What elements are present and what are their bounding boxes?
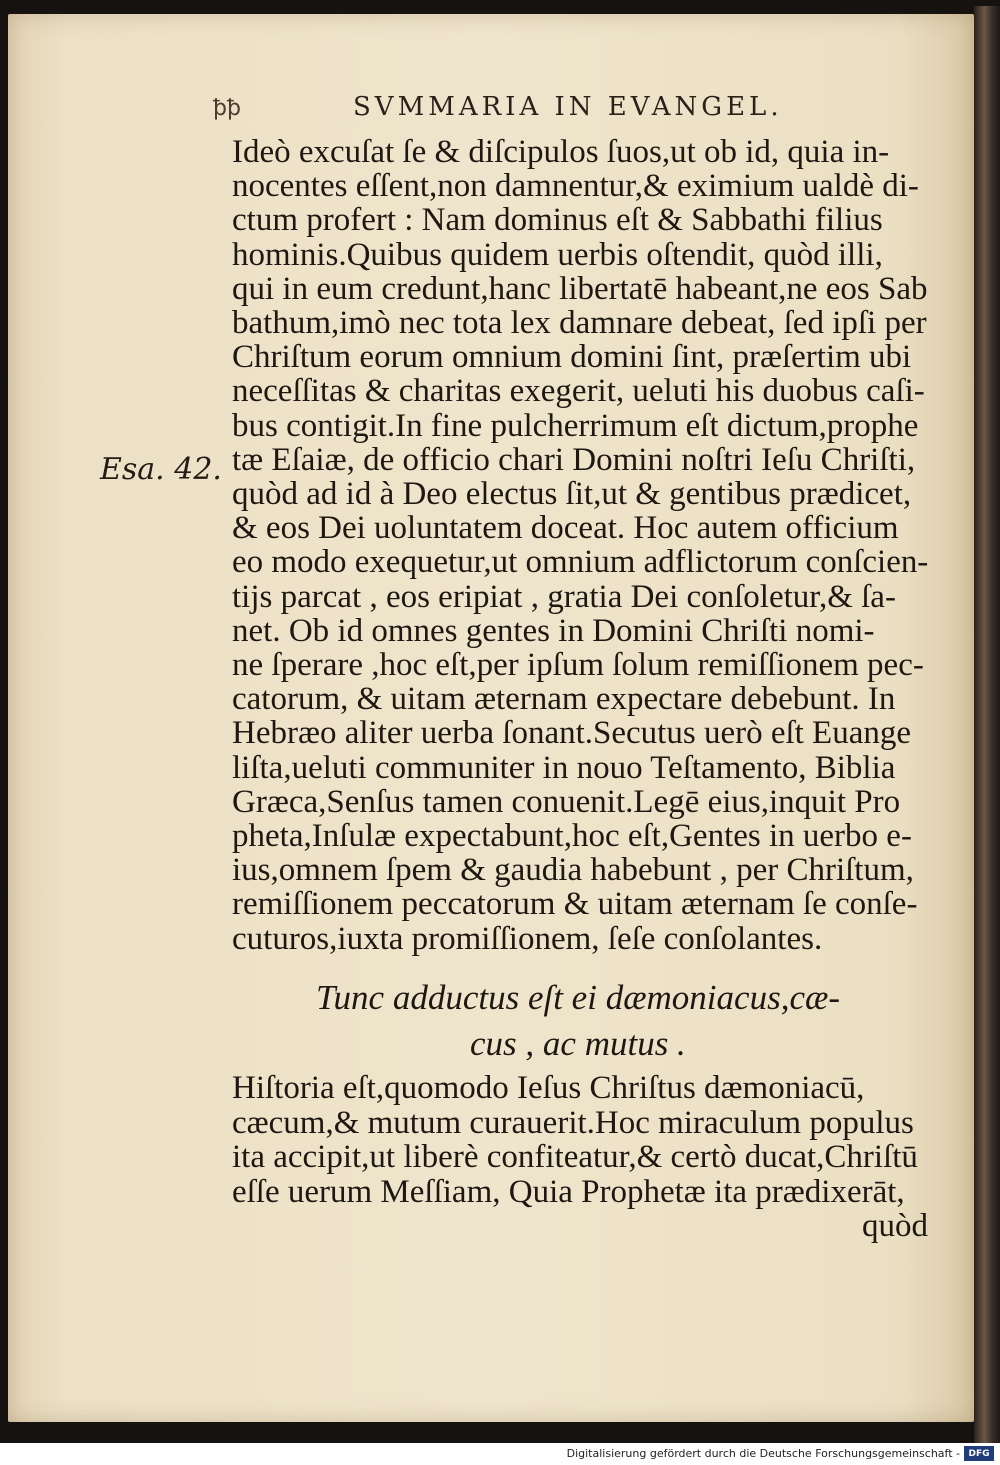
marginal-note: Esa. 42. [100,452,222,487]
paragraph2-line: quòd [862,1208,928,1244]
paragraph1-line: & eos Dei uoluntatem doceat. Hoc autem officium [232,510,899,547]
paragraph1-line: neceſſitas & charitas exegerit, ueluti his duobus caſi- [232,373,925,410]
paragraph1-line: Ideò excuſat ſe & diſcipulos ſuos,ut ob id, quia in- [232,134,890,170]
folio-mark: ꝥꝥ [213,96,241,121]
paragraph1-line: remiſſionem peccatorum & uitam æternam ſe conſe- [232,886,918,923]
paragraph1-line: tæ Eſaiæ, de officio chari Domini noſtri Ieſu Chriſti, [232,441,916,478]
paragraph1-line: ius,omnem ſpem & gaudia habebunt , per Chriſtum, [232,852,914,889]
paragraph1-line: cuturos,iuxta promiſſionem, ſeſe conſolantes. [232,920,823,957]
paragraph2-line: eſſe uerum Meſſiam, Quia Prophetæ ita prædixerāt, [232,1173,905,1210]
paragraph1-line: qui in eum credunt,hanc libertatē habeant,ne eos Sab [232,270,928,307]
paragraph1-line: catorum, & uitam æternam expectare debebunt. In [232,681,896,718]
paragraph1-line: tijs parcat , eos eripiat , gratia Dei conſoletur,& ſa- [232,578,896,615]
paragraph1-line: hominis.Quibus quidem uerbis oſtendit, quòd illi, [232,236,883,273]
paragraph1-line: quòd ad id à Deo electus ſit,ut & gentibus prædicet, [232,476,912,512]
heading-line: Tunc adductus eſt ei dæmoniacus,cæ- [316,978,840,1017]
running-head [218,92,838,132]
footer-credit: Digitalisierung gefördert durch die Deutsche Forschungsgemeinschaft - [566,1447,960,1460]
paragraph1-line: bathum,imò nec tota lex damnare debeat, ſed ipſi per [232,305,927,341]
paragraph1-line: ne ſperare ,hoc eſt,per ipſum ſolum remiſſionem pec- [232,647,924,683]
paragraph1-line: bus contigit.In fine pulcherrimum eſt dictum,prophe [232,407,919,444]
heading-line: cus , ac mutus . [470,1024,686,1063]
paragraph1-line: Græca,Senſus tamen conuenit.Legē eius,inquit Pro [232,783,901,820]
paragraph2-line: cæcum,& mutum curauerit.Hoc miraculum populus [232,1104,914,1141]
paragraph2-line: Hiſtoria eſt,quomodo Ieſus Chriſtus dæmoniacū, [232,1070,865,1106]
paragraph1-line: Chriſtum eorum omnium domini ſint, præſertim ubi [232,339,912,376]
paragraph1-line: ctum profert : Nam dominus eſt & Sabbathi filius [232,202,883,239]
paragraph1-line: eo modo exequetur,ut omnium adflictorum conſcien- [232,544,929,581]
dfg-logo: DFG [964,1446,994,1461]
paragraph1-line: liſta,ueluti communiter in nouo Teſtamento, Biblia [232,749,896,786]
paragraph1-line: net. Ob id omnes gentes in Domini Chriſti nomi- [232,612,875,649]
book-edge [974,6,1000,1443]
paragraph1-line: nocentes eſſent,non damnentur,& eximium ualdè di- [232,168,919,205]
paragraph2-line: ita accipit,ut liberè confiteatur,& certò ducat,Chriſtū [232,1139,918,1175]
paragraph1-line: pheta,Inſulæ expectabunt,hoc eſt,Gentes in uerbo e- [232,818,912,854]
running-head-title: SVMMARIA IN EVANGEL. [353,92,783,122]
paragraph1-line: Hebræo aliter uerba ſonant.Secutus uerò eſt Euange [232,715,912,752]
